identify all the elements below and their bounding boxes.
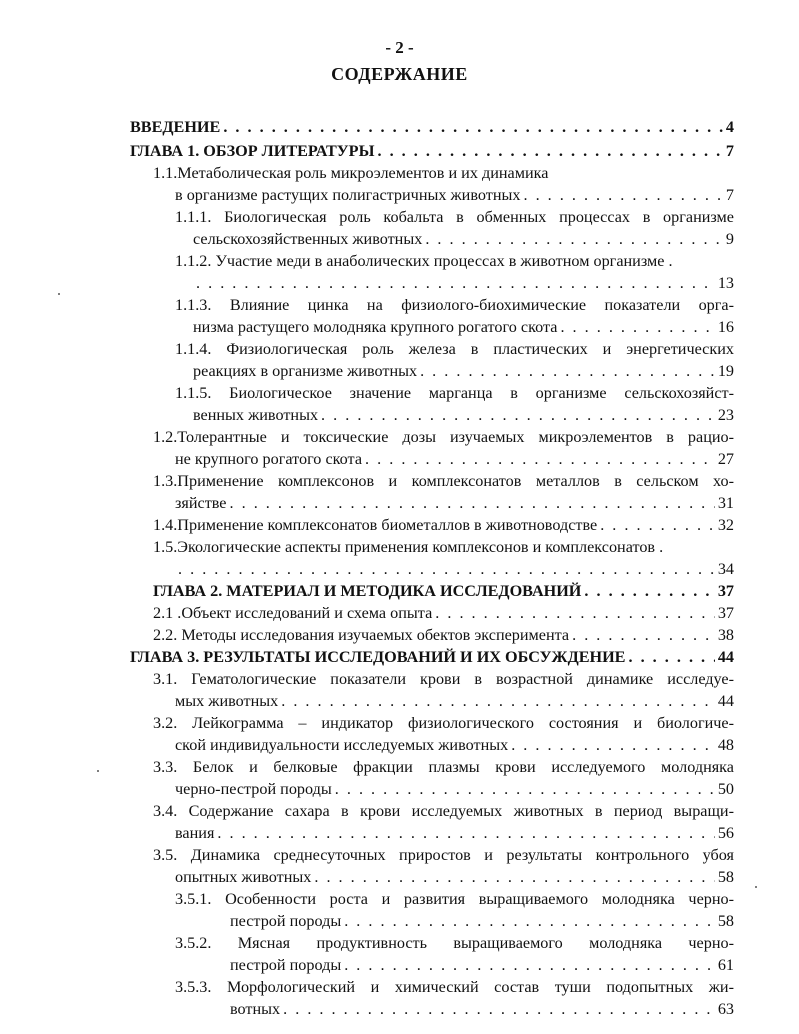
toc-entry-3-2-line2[interactable] (175, 734, 734, 756)
toc-entry-3-4-line1[interactable]: 3.4. Содержание сахара в крови исследуемых животных в период выращи- (153, 802, 734, 820)
toc-entry-title: венных животных (193, 406, 319, 424)
toc-entry-page: 32 (717, 516, 734, 534)
toc-entry-title: вотных (230, 1000, 281, 1018)
toc-entry-3-1-line1[interactable]: 3.1. Гематологические показатели крови в возрастной динамике исследуе- (153, 670, 734, 688)
toc-entry-3-5-2-line1[interactable]: 3.5.2. Мясная продуктивность выращиваемого молодняка черно- (175, 934, 734, 952)
toc-entry-title: пестрой породы (230, 956, 342, 974)
toc-entry-1-1-1-line2[interactable] (193, 228, 734, 250)
toc-entry-title: ГЛАВА 1. ОБЗОР ЛИТЕРАТУРЫ (130, 142, 375, 160)
toc-entry-1-2-line1[interactable]: 1.2.Толерантные и токсические дозы изучаемых микроэлементов в рацио- (153, 428, 734, 446)
toc-entry-1-5-line2[interactable] (175, 558, 734, 580)
toc-entry-1-1-4-line2[interactable] (193, 360, 734, 382)
toc-entry-1-5-line1[interactable]: 1.5.Экологические аспекты применения комплексонов и комплексонатов . (153, 538, 664, 556)
toc-entry-1-1-2-line1[interactable]: 1.1.2. Участие меди в анаболических процессах в животном организме . (175, 252, 673, 270)
toc-entry-page: 9 (725, 230, 734, 248)
toc-entry-page: 7 (725, 186, 734, 204)
toc-entry-title: в организме растущих полигастричных животных (175, 186, 521, 204)
toc-entry-1-4[interactable] (153, 514, 734, 536)
toc-entry-page: 48 (717, 736, 734, 754)
toc-entry-page: 61 (717, 956, 734, 974)
scan-speck (58, 293, 60, 295)
toc-entry-3-5-3-line1[interactable]: 3.5.3. Морфологический и химический состав туши подопытных жи- (175, 978, 734, 996)
toc-entry-3-2-line1[interactable]: 3.2. Лейкограмма – индикатор физиологического состояния и биологиче- (153, 714, 734, 732)
toc-entry-2-1[interactable] (153, 602, 734, 624)
toc-entry-page: 44 (717, 648, 734, 666)
toc-entry-title: черно-пестрой породы (175, 780, 332, 798)
toc-entry-page: 23 (717, 406, 734, 424)
toc-entry-1-1-line1[interactable]: 1.1.Метаболическая роль микроэлементов и их динамика (153, 164, 549, 182)
toc-entry-page: 63 (717, 1000, 734, 1018)
toc-entry-1-1-3-line1[interactable]: 1.1.3. Влияние цинка на физиолого-биохимические показатели орга- (175, 296, 734, 314)
toc-entry-page: 44 (717, 692, 734, 710)
toc-entry-title: 2.1 .Объект исследований и схема опыта (153, 604, 433, 622)
toc-entry-page: 16 (717, 318, 734, 336)
toc-entry-page: 34 (717, 560, 734, 578)
toc-entry-title: низма растущего молодняка крупного рогатого скота (193, 318, 558, 336)
toc-entry-title: мых животных (175, 692, 279, 710)
toc-entry-page: 13 (717, 274, 734, 292)
toc-entry-1-3-line1[interactable]: 1.3.Применение комплексонов и комплексонатов металлов в сельском хо- (153, 472, 734, 490)
toc-entry-page: 50 (717, 780, 734, 798)
toc-entry-title: сельскохозяйственных животных (193, 230, 423, 248)
toc-entry-page: 37 (717, 604, 734, 622)
toc-entry-page: 38 (717, 626, 734, 644)
toc-entry-3-5-1-line2[interactable] (230, 910, 734, 932)
page-number: - 2 - (385, 38, 414, 57)
toc-entry-title: вания (175, 824, 215, 842)
toc-entry-3-5-3-line2[interactable] (230, 998, 734, 1020)
toc-entry-title: ской индивидуальности исследуемых животных (175, 736, 509, 754)
toc-entry-title: пестрой породы (230, 912, 342, 930)
toc-entry-title: ГЛАВА 2. МАТЕРИАЛ И МЕТОДИКА ИССЛЕДОВАНИЙ (153, 582, 582, 600)
toc-entry-title: ВВЕДЕНИЕ (130, 118, 221, 136)
toc-entry-1-1-5-line2[interactable] (193, 404, 734, 426)
toc-entry-introduction[interactable] (130, 116, 734, 138)
toc-entry-title: 1.4.Применение комплексонатов биометаллов в животноводстве (153, 516, 598, 534)
toc-entry-page: 31 (717, 494, 734, 512)
toc-entry-title: реакциях в организме животных (193, 362, 418, 380)
page-title: СОДЕРЖАНИЕ (331, 64, 468, 84)
toc-entry-3-5-line2[interactable] (175, 866, 734, 888)
toc-entry-chapter-2[interactable] (153, 580, 734, 602)
toc-entry-page: 56 (717, 824, 734, 842)
toc-entry-chapter-1[interactable] (130, 140, 734, 162)
toc-entry-1-1-2-line2[interactable] (193, 272, 734, 294)
toc-entry-1-1-4-line1[interactable]: 1.1.4. Физиологическая роль железа в пластических и энергетических (175, 340, 734, 358)
toc-entry-3-3-line1[interactable]: 3.3. Белок и белковые фракции плазмы крови исследуемого молодняка (153, 758, 734, 776)
toc-entry-page: 58 (717, 868, 734, 886)
toc-entry-1-2-line2[interactable] (175, 448, 734, 470)
toc-entry-page: 19 (717, 362, 734, 380)
toc-entry-1-1-1-line1[interactable]: 1.1.1. Биологическая роль кобальта в обменных процессах в организме (175, 208, 734, 226)
toc-entry-page: 27 (717, 450, 734, 468)
toc-entry-page: 58 (717, 912, 734, 930)
toc-entry-title: ГЛАВА 3. РЕЗУЛЬТАТЫ ИССЛЕДОВАНИЙ И ИХ ОБСУЖДЕНИЕ (130, 648, 626, 666)
toc-entry-3-5-2-line2[interactable] (230, 954, 734, 976)
toc-entry-title: зяйстве (175, 494, 227, 512)
toc-entry-title: не крупного рогатого скота (175, 450, 363, 468)
toc-entry-1-1-3-line2[interactable] (193, 316, 734, 338)
toc-entry-2-2[interactable] (153, 624, 734, 646)
toc-entry-title: опытных животных (175, 868, 312, 886)
toc-entry-3-1-line2[interactable] (175, 690, 734, 712)
scan-speck (97, 770, 99, 772)
toc-entry-3-4-line2[interactable] (175, 822, 734, 844)
toc-entry-title: 2.2. Методы исследования изучаемых обектов эксперимента (153, 626, 570, 644)
toc-entry-3-5-1-line1[interactable]: 3.5.1. Особенности роста и развития выращиваемого молодняка черно- (175, 890, 734, 908)
toc-entry-1-3-line2[interactable] (175, 492, 734, 514)
toc-entry-3-3-line2[interactable] (175, 778, 734, 800)
toc-entry-3-5-line1[interactable]: 3.5. Динамика среднесуточных приростов и результаты контрольного убоя (153, 846, 734, 864)
toc-entry-page: 37 (717, 582, 734, 600)
toc-entry-chapter-3[interactable] (130, 646, 734, 668)
toc-entry-page: 7 (725, 142, 734, 160)
toc-entry-1-1-5-line1[interactable]: 1.1.5. Биологическое значение марганца в организме сельскохозяйст- (175, 384, 734, 402)
toc-entry-1-1-line2[interactable] (175, 184, 734, 206)
toc-entry-page: 4 (725, 118, 734, 136)
scan-speck (755, 886, 757, 888)
